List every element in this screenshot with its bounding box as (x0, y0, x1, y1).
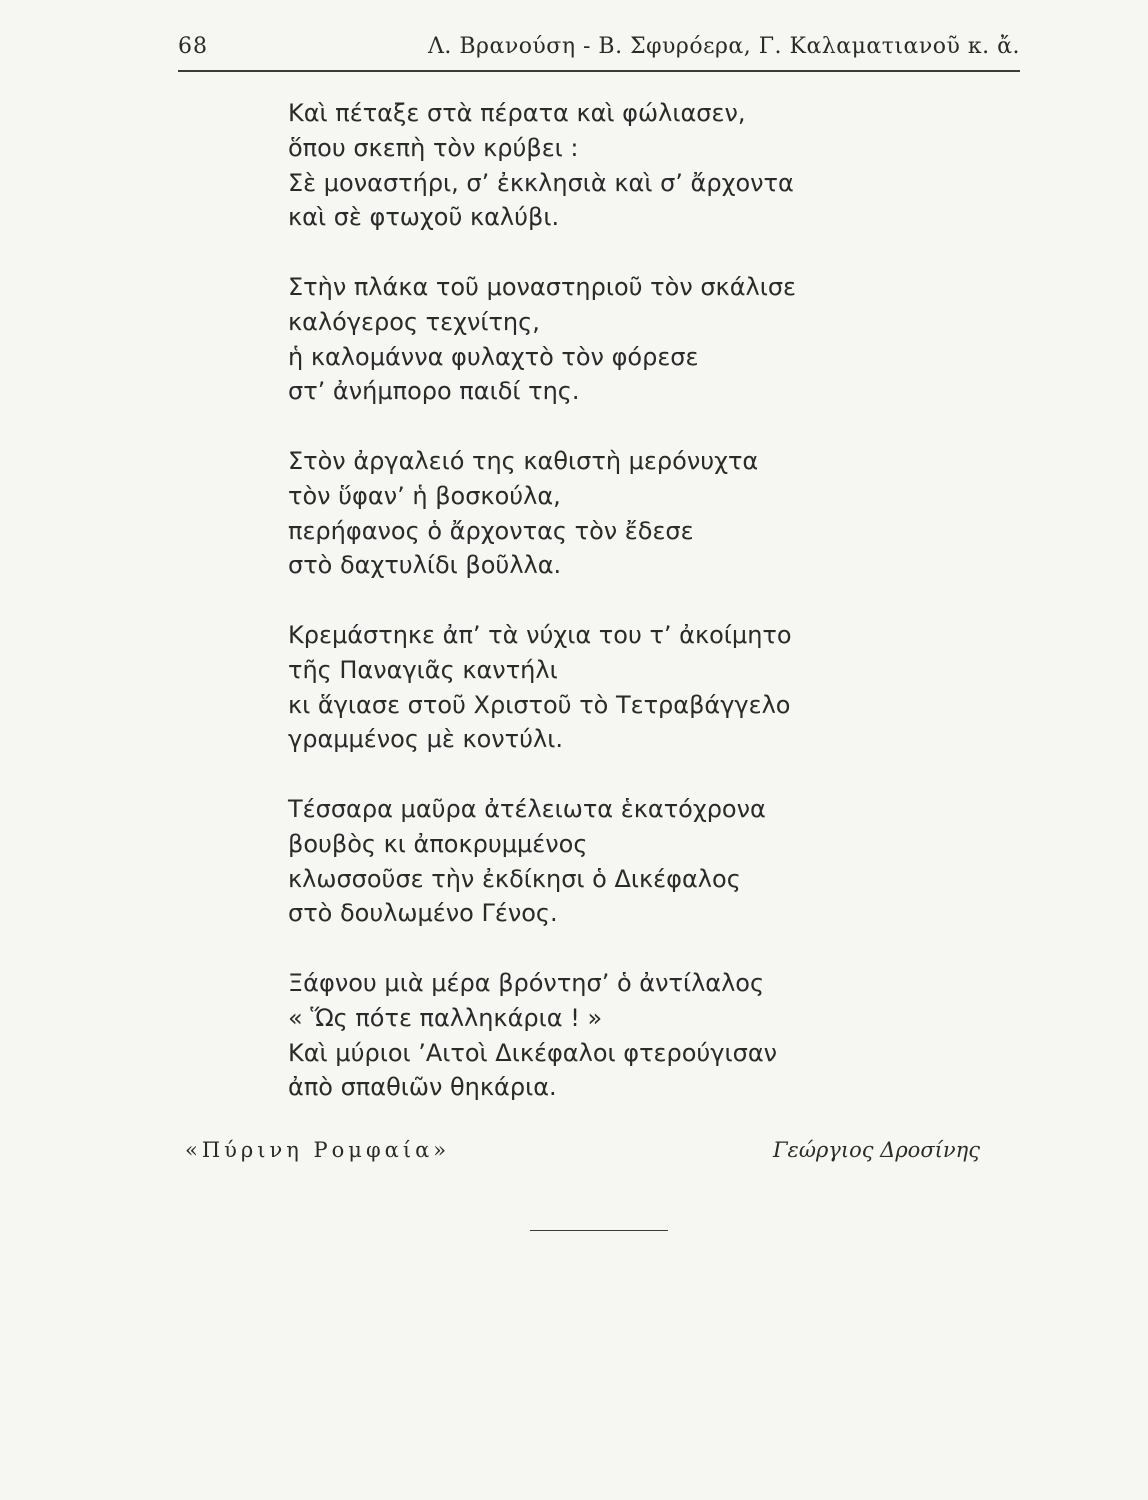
poem-line: ὅπου σκεπὴ τὸν κρύβει : (288, 133, 579, 162)
poem-line: τὸν ὕφαν’ ἡ βοσκούλα, (288, 481, 561, 510)
poem-line: καὶ σὲ φτωχοῦ καλύβι. (288, 203, 560, 232)
stanza-1 (288, 96, 1008, 235)
poem-line: γραμμένος μὲ κοντύλι. (288, 725, 563, 754)
page-header (178, 34, 1020, 72)
running-title: Λ. Βρανούση - Β. Σφυρόερα, Γ. Καλαματιανοῦ κ. ἄ. (427, 34, 1020, 59)
stanza-5 (288, 792, 1008, 931)
poem-line: Στὴν πλάκα τοῦ μοναστηριοῦ τὸν σκάλισε (288, 272, 797, 301)
stanza-6 (288, 966, 1008, 1105)
poem-source: «Πύρινη Ρομφαία» (185, 1138, 451, 1162)
stanza-4 (288, 618, 1008, 757)
poem-line: « Ὥς πότε παλληκάρια ! » (288, 1003, 603, 1032)
poem-line: περήφανος ὁ ἄρχοντας τὸν ἔδεσε (288, 516, 694, 545)
poem-line: ἡ καλομάννα φυλαχτὸ τὸν φόρεσε (288, 342, 699, 371)
poem-line: καλόγερος τεχνίτης, (288, 307, 540, 336)
poem-line: Κρεμάστηκε ἀπ’ τὰ νύχια του τ’ ἀκοίμητο (288, 620, 792, 649)
poem-line: Ξάφνου μιὰ μέρα βρόντησ’ ὁ ἀντίλαλος (288, 968, 765, 997)
poem-line: βουβὸς κι ἀποκρυμμένος (288, 829, 588, 858)
poem (288, 96, 1008, 1105)
poem-line: κλωσσοῦσε τὴν ἐκδίκησι ὁ Δικέφαλος (288, 864, 741, 893)
poem-line: Καὶ πέταξε στὰ πέρατα καὶ φώλιασεν, (288, 99, 746, 127)
page-number: 68 (178, 34, 208, 59)
stanza-3 (288, 444, 1008, 583)
poem-line: στὸ δαχτυλίδι βοῦλλα. (288, 551, 562, 580)
poem-line: Τέσσαρα μαῦρα ἀτέλειωτα ἑκατόχρονα (288, 794, 766, 823)
poem-line: Καὶ μύριοι ’Αιτοὶ Δικέφαλοι φτερούγισαν (288, 1038, 778, 1067)
stanza-2 (288, 270, 1008, 409)
poem-line: ἀπὸ σπαθιῶν θηκάρια. (288, 1073, 557, 1102)
poem-line: τῆς Παναγιᾶς καντήλι (288, 655, 558, 684)
poem-line: Στὸν ἀργαλειό της καθιστὴ μερόνυχτα (288, 446, 759, 475)
poem-author: Γεώργιος Δροσίνης (772, 1138, 980, 1162)
poem-line: στὸ δουλωμένο Γένος. (288, 899, 558, 928)
poem-line: κι ἅγιασε στοῦ Χριστοῦ τὸ Τετραβάγγελο (288, 690, 791, 719)
poem-line: Σὲ μοναστήρι, σ’ ἐκκλησιὰ καὶ σ’ ἄρχοντα (288, 168, 794, 197)
poem-line: στ’ ἀνήμπορο παιδί της. (288, 377, 580, 406)
end-divider (530, 1230, 668, 1231)
